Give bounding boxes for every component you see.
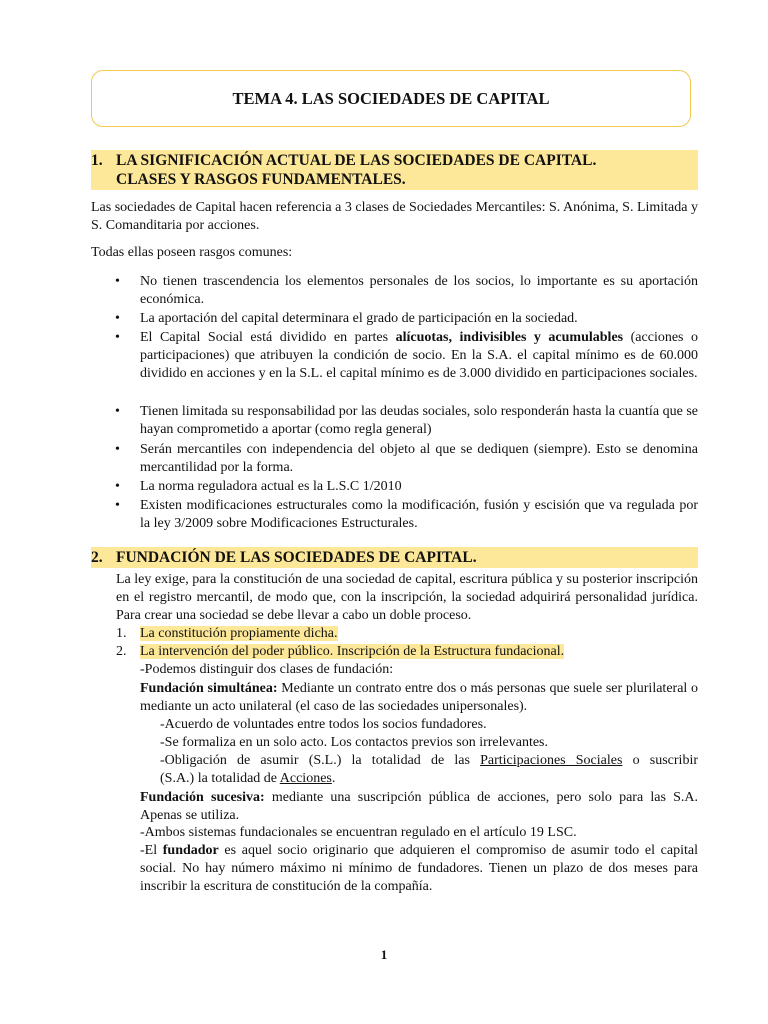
sub-point-2: -Se formaliza en un solo acto. Los contactos previos son irrelevantes. (160, 735, 548, 750)
sub-point-3-line2: (S.A.) la totalidad de Acciones. (160, 771, 336, 786)
list-item: • Existen modificaciones estructurales como la modificación, fusión y escisión que va regulada por la ley 3/2009 sobre Modificaciones Estructurales. (115, 498, 698, 531)
bullet-icon: • (115, 311, 120, 326)
list-item: 2. La intervención del poder público. Inscripción de la Estructura fundacional. (116, 644, 565, 659)
section-2-intro: La ley exige, para la constitución de una sociedad de capital, escritura pública y su posterior inscripción en el registro mercantil, de modo que, con la inscripción, la sociedad adquirirá personalidad jurídica. Para crear una sociedad se debe llevar a cabo un doble proceso. (116, 572, 698, 623)
bullet-icon: • (115, 442, 120, 457)
section-2-heading-text: FUNDACIÓN DE LAS SOCIEDADES DE CAPITAL. (116, 549, 477, 566)
underlined-text: Participaciones Sociales (480, 753, 623, 768)
both-systems-text: -Ambos sistemas fundacionales se encuentran regulado en el artículo 19 LSC. (140, 825, 577, 840)
list-item: • Serán mercantiles con independencia del objeto al que se dediquen (siempre). Esto se denomina mercantilidad por la forma. (115, 442, 698, 475)
section-1-heading (91, 150, 698, 190)
list-item: • No tienen trascendencia los elementos personales de los socios, lo importante es su aportación económica. (115, 274, 698, 307)
list-item: • El Capital Social está dividido en partes alícuotas, indivisibles y acumulables (acciones o participaciones) que atribuyen la condición de socio. En la S.A. el capital mínimo es de 60.000 dividido en acciones y en la S.L. el capital mínimo es de 3.000 dividido en participaciones sociales. (115, 330, 699, 381)
list-item: • La norma reguladora actual es la L.S.C 1/2010 (115, 479, 402, 494)
section-1-number: 1. (91, 152, 103, 169)
bullet-icon: • (115, 479, 120, 494)
bullet-icon: • (115, 330, 120, 345)
section-1-intro: Las sociedades de Capital hacen referencia a 3 clases de Sociedades Mercantiles: S. Anónima, S. Limitada y S. Comanditaria por acciones. (91, 200, 698, 233)
section-2-heading (91, 547, 698, 568)
sub-point-3-line1: -Obligación de asumir (S.L.) la totalidad de las Participaciones Sociales o suscribir (160, 753, 698, 768)
distinguish-text: -Podemos distinguir dos clases de fundación: (140, 662, 394, 677)
bold-text: alícuotas, indivisibles y acumulables (395, 330, 624, 345)
highlighted-text: La intervención del poder público. Inscripción de la Estructura fundacional. (140, 644, 565, 659)
bullet-icon: • (115, 404, 120, 419)
simultaneous-foundation: Fundación simultánea: Mediante un contrato entre dos o más personas que suele ser plurilateral o mediante un acto unilateral (el caso de las sociedades unipersonales). (140, 681, 698, 714)
section-1-heading-line1: LA SIGNIFICACIÓN ACTUAL DE LAS SOCIEDADES DE CAPITAL. (116, 152, 597, 169)
list-item: • La aportación del capital determinara el grado de participación en la sociedad. (115, 311, 578, 326)
document-title: TEMA 4. LAS SOCIEDADES DE CAPITAL (232, 88, 550, 108)
highlighted-text: La constitución propiamente dicha. (140, 626, 338, 641)
bullet-icon: • (115, 274, 120, 289)
bullet-icon: • (115, 498, 120, 513)
section-2-number: 2. (91, 549, 103, 566)
title-box (91, 70, 691, 127)
section-1-heading-line2: CLASES Y RASGOS FUNDAMENTALES. (116, 171, 406, 188)
page-number: 1 (380, 947, 388, 962)
underlined-text: Acciones (279, 771, 332, 786)
section-1-common: Todas ellas poseen rasgos comunes: (91, 245, 293, 260)
list-item: 1. La constitución propiamente dicha. (116, 626, 338, 641)
successive-foundation: Fundación sucesiva: mediante una suscripción pública de acciones, pero solo para las S.A. Apenas se utiliza. (140, 790, 699, 823)
founder-text: -El fundador es aquel socio originario que adquieren el compromiso de asumir todo el capital social. No hay número máximo ni mínimo de fundadores. Tienen un plazo de dos meses para inscribir la escritura de constitución de la compañía. (140, 843, 698, 894)
list-item: • Tienen limitada su responsabilidad por las deudas sociales, solo responderán hasta la cuantía que se hayan comprometido a aportar (como regla general) (115, 404, 698, 437)
sub-point-1: -Acuerdo de voluntades entre todos los socios fundadores. (160, 717, 487, 732)
